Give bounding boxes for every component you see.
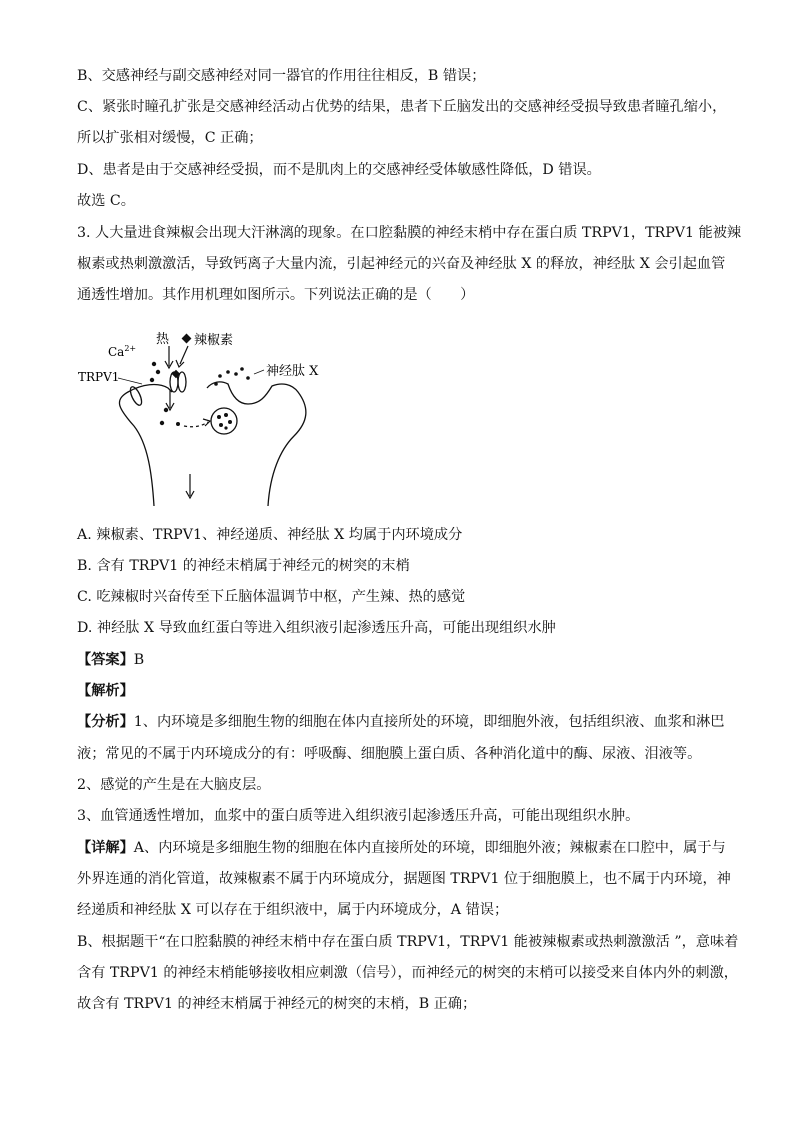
fenxi-line-2: 液；常见的不属于内环境成分的有：呼吸酶、细胞膜上蛋白质、各种消化道中的酶、尿液、泪液等。: [77, 746, 702, 762]
analysis-tag: 【解析】: [77, 683, 134, 699]
xiangjie-line-4: B、根据题干“在口腔黏膜的神经末梢中存在蛋白质 TRPV1，TRPV1 能被辣椒素或热刺激激活 ”，意味着: [77, 934, 739, 950]
xiangjie-line-3: 经递质和神经肽 X 可以存在于组织液中，属于内环境成分，A 错误；: [77, 902, 509, 918]
answer-tag: 【答案】: [77, 652, 134, 668]
fenxi-line-4: 3、血管通透性增加，血浆中的蛋白质等进入组织液引起渗透压升高，可能出现组织水肿。: [77, 808, 640, 824]
fenxi-tag: 【分析】: [77, 714, 134, 730]
fenxi-line-1: 【分析】1、内环境是多细胞生物的细胞在体内直接所处的环境，即细胞外液，包括组织液、血浆和淋巴: [77, 714, 725, 730]
label-calcium: $Ca^{2+}$: [108, 344, 137, 359]
xiangjie-line-1: 【详解】A、内环境是多细胞生物的细胞在体内直接所处的环境，即细胞外液；辣椒素在口腔中，属于与: [77, 840, 726, 856]
answer-line: [77, 650, 144, 670]
xiangjie-tag: 【详解】: [77, 840, 134, 856]
option-d: D. 神经肽 X 导致血红蛋白等进入组织液引起渗透压升高，可能出现组织水肿: [77, 620, 556, 636]
option-b: B. 含有 TRPV1 的神经末梢属于神经元的树突的末梢: [77, 558, 410, 574]
trpv1-channel-left: [128, 385, 144, 407]
xiangjie-line-2: 外界连通的消化管道，故辣椒素不属于内环境成分，据题图 TRPV1 位于细胞膜上，也不属于内环境，神: [77, 871, 731, 887]
paragraph-c-explanation: C、紧张时瞳孔扩张是交感神经活动占优势的结果，患者下丘脑发出的交感神经受损导致患者瞳孔缩小，: [77, 99, 727, 115]
question-3-stem-line-3: 通透性增加。其作用机理如图所示。下列说法正确的是（ ）: [77, 287, 475, 303]
vesicle: [211, 408, 237, 434]
paragraph-c-continued: 所以扩张相对缓慢，C 正确；: [77, 130, 263, 146]
question-3-stem-line-1: 3. 人大量进食辣椒会出现大汗淋漓的现象。在口腔黏膜的神经末梢中存在蛋白质 TRPV1，TRPV1 能被辣: [77, 225, 742, 241]
question-3-stem-line-2: 椒素或热刺激激活，导致钙离子大量内流，引起神经元的兴奋及神经肽 X 的释放，神经肽 X 会引起血管: [77, 256, 726, 272]
paragraph-b-explanation: B、交感神经与副交感神经对同一器官的作用往往相反，B 错误；: [77, 68, 486, 84]
trpv1-mechanism-figure: [70, 326, 350, 512]
paragraph-d-explanation: D、患者是由于交感神经受损，而不是肌肉上的交感神经受体敏感性降低，D 错误。: [77, 162, 601, 178]
answer-value: B: [133, 652, 145, 668]
capsaicin-marker-icon: [182, 334, 192, 344]
neuron-membrane-outline: [119, 385, 172, 506]
xiangjie-line-5: 含有 TRPV1 的神经末梢能够接收相应刺激（信号），而神经元的树突的末梢可以接受来自体内外的刺激，: [77, 965, 738, 981]
fenxi-line-3: 2、感觉的产生是在大脑皮层。: [77, 777, 271, 793]
paragraph-conclusion: 故选 C。: [77, 193, 135, 209]
label-capsaicin: 辣椒素: [194, 333, 234, 348]
option-c: C. 吃辣椒时兴奋传至下丘脑体温调节中枢，产生辣、热的感觉: [77, 589, 466, 605]
option-a: A. 辣椒素、TRPV1、神经递质、神经肽 X 均属于内环境成分: [77, 527, 463, 543]
label-heat: 热: [156, 332, 170, 347]
label-trpv1: TRPV1: [78, 370, 120, 384]
label-neuropeptide-x: 神经肽 X: [266, 364, 319, 379]
xiangjie-line-6: 故含有 TRPV1 的神经末梢属于神经元的树突的末梢，B 正确；: [77, 996, 477, 1012]
